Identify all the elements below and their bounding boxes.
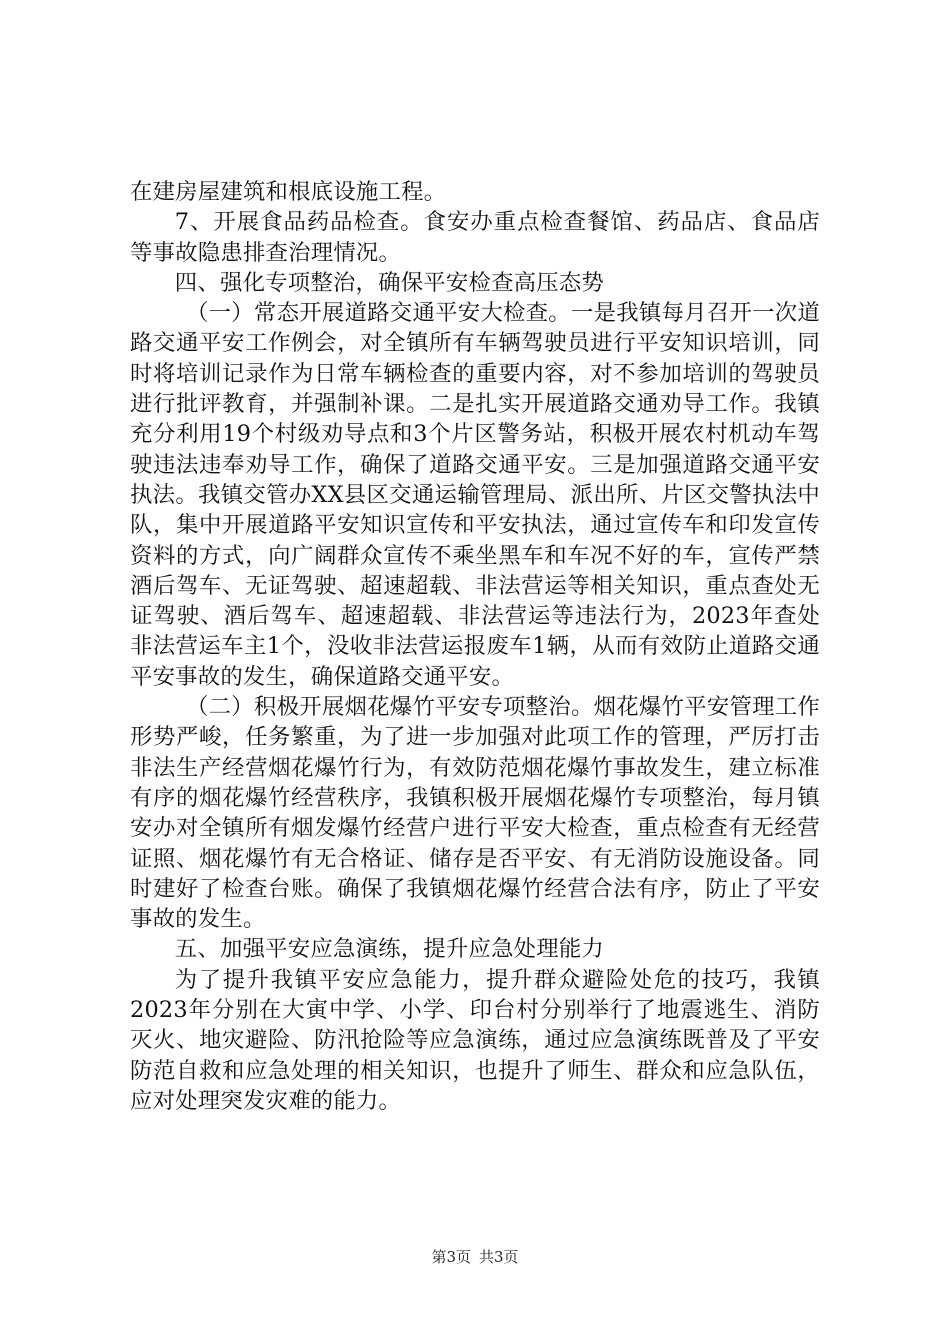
paragraph-road-traffic-safety: （一）常态开展道路交通平安大检查。一是我镇每月召开一次道路交通平安工作例会，对全镇所有车辆驾驶员进行平安知识培训，同时将培训记录作为日常车辆检查的重要内容，对不参加培训的驾驶员进行批评教育，并强制补课。二是扎实开展道路交通劝导工作。我镇充分利用19个村级劝导点和3个片区警务站，积极开展农村机动车驾驶违法违奉劝导工作，确保了道路交通平安。三是加强道路交通平安执法。我镇交管办XX县区交通运输管理局、派出所、片区交警执法中队，集中开展道路平安知识宣传和平安执法，通过宣传车和印发宣传资料的方式，向广阔群众宣传不乘坐黑车和车况不好的车，宣传严禁酒后驾车、无证驾驶、超速超载、非法营运等相关知识，重点查处无证驾驶、酒后驾车、超速超载、非法营运等违法行为，2023年查处非法营运车主1个，没收非法营运报废车1辆，从而有效防止道路交通平安事故的发生，确保道路交通平安。 <box>130 300 820 690</box>
page-footer <box>0 1247 950 1267</box>
document-body <box>130 177 820 1116</box>
page-number: 第3页 <box>431 1248 471 1266</box>
section-heading-special-rectification: 四、强化专项整治，确保平安检查高压态势 <box>174 269 605 296</box>
paragraph-food-drug-inspection: 7、开展食品药品检查。食安办重点检查餐馆、药品店、食品店等事故隐患排查治理情况。 <box>130 209 820 266</box>
section-heading-emergency-drills: 五、加强平安应急演练，提升应急处理能力 <box>174 936 605 963</box>
paragraph-continuation: 在建房屋建筑和根底设施工程。 <box>130 179 447 205</box>
paragraph-fireworks-safety: （二）积极开展烟花爆竹平安专项整治。烟花爆竹平安管理工作形势严峻，任务繁重，为了进一步加强对此项工作的管理，严厉打击非法生产经营烟花爆竹行为，有效防范烟花爆竹事故发生，建立标准有序的烟花爆竹经营秩序，我镇积极开展烟花爆竹专项整治，每月镇安办对全镇所有烟发爆竹经营户进行平安大检查，重点检查有无经营证照、烟花爆竹有无合格证、储存是否平安、有无消防设施设备。同时建好了检查台账。确保了我镇烟花爆竹经营合法有序，防止了平安事故的发生。 <box>130 694 820 933</box>
page-total: 共3页 <box>479 1248 519 1266</box>
paragraph-emergency-drills: 为了提升我镇平安应急能力，提升群众避险处危的技巧，我镇2023年分别在大寅中学、小学、印台村分别举行了地震逃生、消防灭火、地灾避险、防汛抢险等应急演练，通过应急演练既普及了平安防范自救和应急处理的相关知识，也提升了师生、群众和应急队伍，应对处理突发灾难的能力。 <box>130 966 820 1114</box>
